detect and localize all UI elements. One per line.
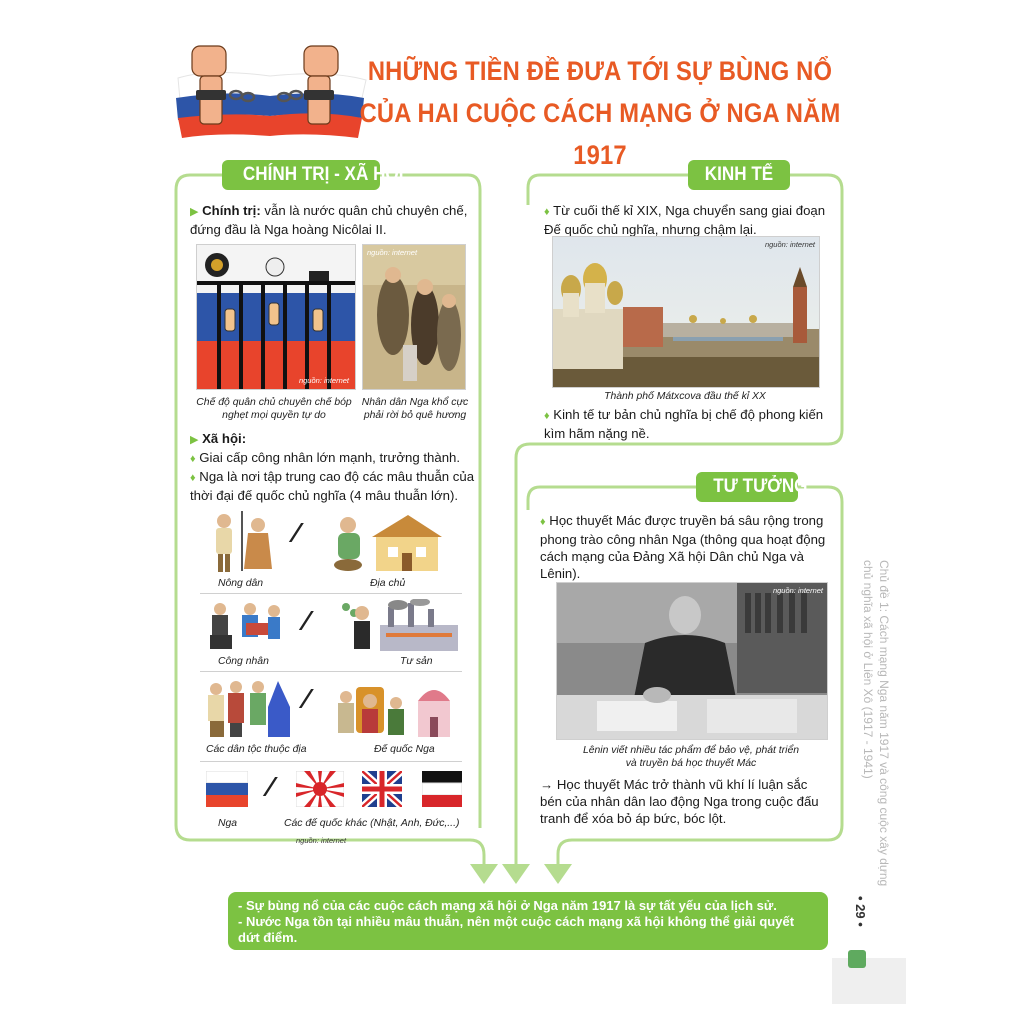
page-number-text: • 29 •: [853, 896, 868, 927]
ideology-image-caption: [548, 744, 834, 770]
conflict-slash-icon: ⁄: [268, 771, 273, 802]
social-point-1: [190, 449, 480, 468]
triangle-bullet-icon: ▶: [190, 206, 199, 218]
page-number: [848, 896, 872, 946]
economy-point-2: [544, 406, 834, 442]
social-point-2-text: Nga là nơi tập trung cao độ các mâu thuẫn của thời đại đế quốc chủ nghĩa (4 mâu thuẫn lớn).: [190, 469, 475, 503]
ideology-point-1: [540, 512, 832, 582]
economy-image-source: nguồn: internet: [764, 240, 815, 249]
peasants-illustration: [206, 509, 276, 573]
tag-politics-society: [222, 160, 404, 190]
title-line-1: NHỮNG TIỀN ĐỀ ĐƯA TỚI SỰ BÙNG NỔ: [367, 56, 833, 86]
diamond-bullet-icon: ♦: [544, 206, 550, 218]
row-divider: [200, 761, 462, 762]
landlords-illustration: [332, 507, 444, 573]
conflicts-source: nguồn: internet: [296, 836, 347, 845]
ideology-image-source: nguồn: internet: [772, 586, 823, 595]
conflict-right-1: Địa chủ: [370, 578, 406, 589]
conflict-slash-icon: ⁄: [294, 517, 299, 548]
tag-economy: [688, 160, 790, 190]
conflict-left-1: Nông dân: [218, 578, 264, 589]
conflict-slash-icon: ⁄: [304, 605, 309, 636]
conflict-left-2: Công nhân: [218, 656, 269, 667]
right-arrow-icon: →: [540, 777, 554, 792]
chapter-sidebar-line-2: chủ nghĩa xã hội ở Liên Xô (1917 - 1941): [861, 560, 875, 779]
conflict-right-3: Đế quốc Nga: [374, 744, 435, 755]
conclusion-line-2: - Nước Nga tồn tại nhiều mâu thuẫn, nên một cuộc cách mạng xã hội không thể giải quyết dứt điểm.: [238, 914, 795, 945]
social-heading: [190, 430, 480, 449]
ideology-image-caption-line-2: và truyền bá học thuyết Mác: [625, 758, 757, 769]
monarchy-illustration: [196, 244, 356, 390]
chapter-sidebar-line-1: Chủ đề 1: Cách mạng Nga năm 1917 và công cuộc xây dựng: [877, 560, 891, 887]
conflict-left-3: Các dân tộc thuộc địa: [206, 744, 307, 755]
ideology-point-2: [540, 776, 832, 827]
conflict-grid: [200, 505, 466, 845]
page-title: [336, 50, 864, 176]
uk-flag-icon: [362, 771, 402, 807]
economy-image-caption: Thành phố Mátxcova đầu thế kỉ XX: [604, 391, 766, 402]
image2-source: nguồn: internet: [367, 248, 418, 257]
conclusion-box: [228, 892, 828, 950]
diamond-bullet-icon: ♦: [544, 410, 550, 422]
russian-empire-illustration: [334, 677, 464, 741]
social-head: Xã hội:: [202, 431, 247, 446]
row-divider: [200, 671, 462, 672]
social-point-2: [190, 468, 480, 504]
triangle-bullet-icon: ▶: [190, 434, 199, 446]
conclusion-line-1: - Sự bùng nổ của các cuộc cách mạng xã hội ở Nga năm 1917 là sự tất yếu của lịch sử.: [238, 898, 777, 913]
diamond-bullet-icon: ♦: [540, 516, 546, 528]
diamond-bullet-icon: ♦: [190, 472, 196, 484]
image1-source: nguồn: internet: [298, 376, 349, 385]
tag-ideology-label: TƯ TƯỞNG: [713, 476, 808, 497]
social-point-1-text: Giai cấp công nhân lớn mạnh, trưởng thành.: [199, 450, 461, 465]
bourgeoisie-factory-illustration: [332, 599, 460, 653]
conflict-right-4: Các đế quốc khác (Nhật, Anh, Đức,...): [284, 818, 460, 829]
emigrants-painting: [362, 244, 466, 390]
conflict-slash-icon: ⁄: [304, 683, 309, 714]
japan-rising-sun-flag-icon: [296, 771, 344, 807]
corner-box: [832, 958, 906, 1004]
ideology-point-1-text: Học thuyết Mác được truyền bá sâu rộng trong phong trào công nhân Nga (thông qua hoạt động cách mạng của Đảng Xã hội Dân chủ Nga và Lênin).: [540, 513, 826, 581]
ideology-point-2-text: Học thuyết Mác trở thành vũ khí lí luận sắc bén của nhân dân lao động Nga trong cuộc đấu tranh để xóa bỏ áp bức, bóc lột.: [540, 777, 819, 826]
row-divider: [200, 593, 462, 594]
russia-flag-icon: [206, 771, 248, 807]
ideology-image-caption-line-1: Lênin viết nhiều tác phẩm để bảo vệ, phát triển: [582, 745, 800, 756]
political-text: vẫn là nước quân chủ chuyên chế, đứng đầu là Nga hoàng Nicôlai II.: [190, 203, 468, 237]
workers-illustration: [206, 599, 286, 651]
title-line-2: CỦA HAI CUỘC CÁCH MẠNG Ở NGA NĂM 1917: [359, 98, 841, 170]
political-head: Chính trị:: [202, 203, 261, 218]
economy-point-1: [544, 202, 834, 238]
tag-ideology: [696, 472, 808, 502]
image1-caption: Chế độ quân chủ chuyên chế bóp nghẹt mọi quyền tự do: [196, 397, 352, 421]
colonized-peoples-illustration: [204, 677, 296, 739]
economy-point-1-text: Từ cuối thế kỉ XIX, Nga chuyển sang giai đoạn Đế quốc chủ nghĩa, nhưng chậm lại.: [544, 203, 826, 237]
conflict-right-2: Tư sản: [400, 656, 433, 667]
german-empire-flag-icon: [422, 771, 462, 807]
lenin-photo: [556, 582, 828, 740]
political-paragraph: [190, 202, 480, 238]
social-section: [190, 430, 480, 504]
diamond-bullet-icon: ♦: [190, 453, 196, 465]
moscow-photo: [552, 236, 820, 388]
tag-politics-label: CHÍNH TRỊ - XÃ HỘI: [242, 164, 404, 185]
conflict-left-4: Nga: [218, 818, 238, 829]
image2-caption: Nhân dân Nga khổ cực phải rời bỏ quê hương: [361, 397, 469, 421]
tag-economy-label: KINH TẾ: [704, 164, 774, 185]
page-marker-box: [848, 950, 866, 968]
economy-point-2-text: Kinh tế tư bản chủ nghĩa bị chế độ phong kiến kìm hãm nặng nề.: [544, 407, 824, 441]
